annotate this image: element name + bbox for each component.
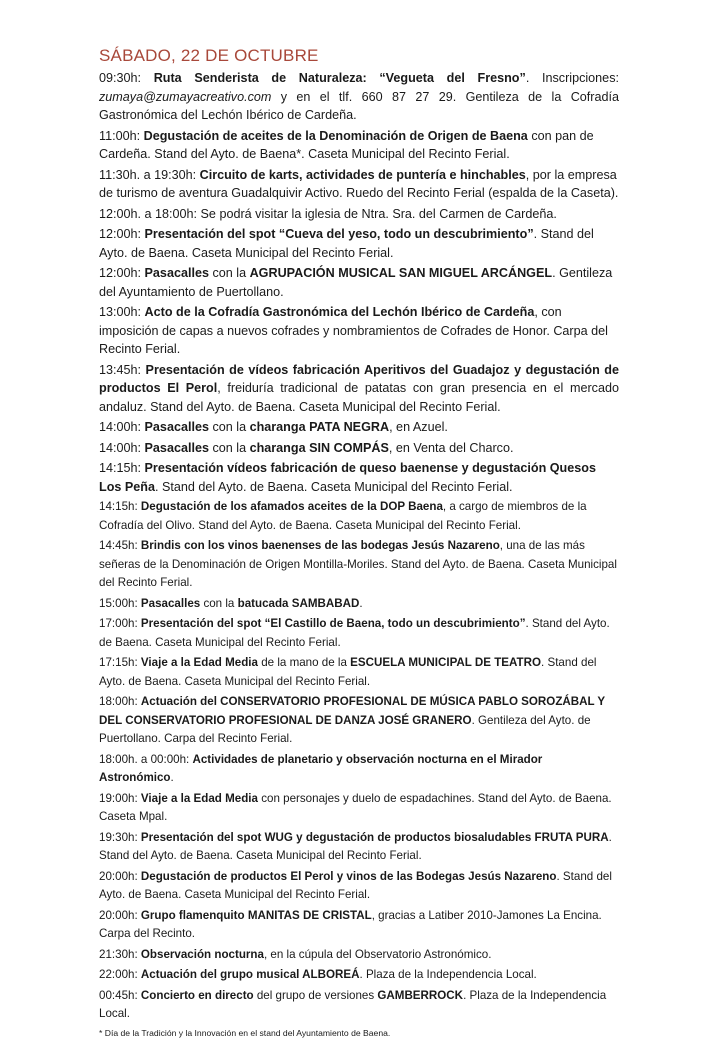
entry-highlight: Actuación del CONSERVATORIO PROFESIONAL DE MÚSICA PABLO SOROZÁBAL Y DEL CONSERVATORIO PROFESIONAL DE DANZA JOSÉ GRANERO: [99, 695, 605, 727]
schedule-entry: [99, 205, 619, 224]
entry-text: con la: [208, 440, 250, 455]
schedule-entry: [99, 498, 619, 535]
entry-text: 22:00h:: [99, 968, 141, 981]
entry-highlight: Observación nocturna: [140, 947, 264, 961]
entry-text: y en el tlf. 660 87 27 29. Gentileza de la Cofradía Gastronómica del Lechón Ibérico de Cardeña.: [99, 89, 619, 122]
entry-text: 11:30h. a 19:30h:: [99, 167, 200, 182]
entry-text: , con imposición de capas a nuevos cofrades y nombramientos de Cofrades de Honor. Carpa del Recinto Ferial.: [99, 305, 608, 356]
entry-highlight: Viaje a la Edad Media: [140, 791, 258, 805]
entry-text: 18:00h. a 00:00h:: [99, 752, 193, 766]
entry-text: 14:15h:: [99, 461, 145, 475]
entry-text: 13:00h:: [99, 305, 145, 319]
entry-highlight: Grupo flamenquito MANITAS DE CRISTAL: [140, 908, 372, 922]
schedule-entry: [99, 966, 619, 985]
entry-text: 20:00h:: [99, 869, 141, 883]
entry-text: . Inscripciones:: [525, 71, 619, 85]
schedule-entry: [99, 595, 619, 614]
schedule-entry: [99, 418, 619, 437]
entry-highlight: Ruta Senderista de Naturaleza: “Vegueta del Fresno”: [153, 71, 526, 85]
entry-highlight: GAMBERROCK: [377, 988, 464, 1002]
entry-text: . Stand del Ayto. de Baena. Caseta Municipal del Recinto Ferial.: [99, 656, 597, 688]
schedule-entry: [99, 127, 619, 164]
entry-text: 14:00h:: [99, 440, 145, 455]
schedule-entry: [99, 264, 619, 301]
entry-text: 17:15h:: [99, 656, 141, 669]
entry-highlight: charanga PATA NEGRA: [249, 420, 390, 434]
entry-text: con la: [208, 420, 250, 434]
entry-text: 09:30h:: [99, 71, 154, 85]
schedule-entry: [99, 946, 619, 965]
schedule-entry: [99, 361, 619, 417]
entry-text: 21:30h:: [99, 947, 141, 961]
entry-text: , gracias a Latiber 2010-Jamones La Encina. Carpa del Recinto.: [99, 908, 602, 940]
entry-highlight: Presentación del spot “Cueva del yeso, todo un descubrimiento”: [144, 227, 534, 241]
entry-highlight: Degustación de los afamados aceites de la DOP Baena: [140, 500, 443, 513]
entry-text: , freiduría tradicional de patatas con gran presencia en el mercado andaluz. Stand del Ayto. de Baena. Caseta Municipal del Recinto Ferial.: [99, 381, 619, 414]
entry-text: 18:00h:: [99, 695, 141, 708]
entry-highlight: Viaje a la Edad Media: [140, 656, 258, 669]
entry-text: 14:15h:: [99, 500, 141, 513]
entry-text: . Plaza de la Independencia Local.: [359, 968, 537, 981]
entry-text: . Stand del Ayto. de Baena. Caseta Municipal del Recinto Ferial.: [99, 617, 610, 649]
entry-highlight: Actuación del grupo musical ALBOREÁ: [140, 968, 360, 981]
entry-text: , por la empresa de turismo de aventura Guadalquivir Activo. Ruedo del Recinto Ferial (espalda de la Caseta).: [99, 167, 619, 200]
footnote: * Día de la Tradición y la Innovación en el stand del Ayuntamiento de Baena.: [99, 1027, 391, 1038]
schedule-entry: [99, 907, 619, 944]
entry-highlight: AGRUPACIÓN MUSICAL SAN MIGUEL ARCÁNGEL: [249, 266, 553, 280]
schedule-entry: [99, 225, 619, 262]
schedule-entry: [99, 790, 619, 827]
entry-text: 17:00h:: [99, 617, 141, 630]
schedule-entry: [99, 303, 619, 359]
entry-text: con pan de Cardeña. Stand del Ayto. de Baena*. Caseta Municipal del Recinto Ferial.: [99, 128, 594, 161]
entry-text: 14:45h:: [99, 539, 141, 552]
entry-text: zumaya@zumayacreativo.com: [99, 89, 272, 104]
entry-highlight: Pasacalles: [140, 596, 201, 610]
entry-text: 12:00h. a 18:00h: Se podrá visitar la iglesia de Ntra. Sra. del Carmen de Cardeña.: [99, 206, 557, 221]
day-heading: SÁBADO, 22 DE OCTUBRE: [99, 46, 319, 65]
schedule-entry: [99, 166, 619, 203]
entry-text: , en la cúpula del Observatorio Astronómico.: [263, 947, 492, 961]
schedule-entry: [99, 69, 619, 125]
schedule-entry: [99, 751, 619, 788]
entry-text: 14:00h:: [99, 420, 145, 434]
entry-text: .: [170, 771, 174, 784]
entry-text: 19:30h:: [99, 830, 141, 844]
entry-text: de la mano de la: [257, 656, 351, 669]
entry-highlight: charanga SIN COMPÁS: [249, 440, 389, 455]
entry-text: 12:00h:: [99, 266, 145, 280]
entry-highlight: Presentación de vídeos fabricación Aperitivos del Guadajoz y degustación de productos El Perol: [99, 362, 619, 395]
entry-highlight: Degustación de productos El Perol y vinos de las Bodegas Jesús Nazareno: [140, 869, 557, 883]
entry-text: 00:45h:: [99, 988, 141, 1002]
schedule-entry: [99, 693, 619, 749]
entry-text: . Stand del Ayto. de Baena. Caseta Municipal del Recinto Ferial.: [99, 227, 594, 260]
entry-highlight: Pasacalles: [144, 266, 209, 280]
schedule-entry: [99, 439, 619, 458]
entry-highlight: Presentación del spot “El Castillo de Baena, todo un descubrimiento”: [140, 617, 526, 630]
entry-text: con la: [208, 266, 250, 280]
entry-highlight: Presentación vídeos fabricación de queso baenense y degustación Quesos Los Peña: [99, 461, 596, 494]
entry-text: con la: [200, 596, 238, 610]
entry-text: , una de las más señeras de la Denominación de Origen Montilla-Moriles. Stand del Ayto. de Baena. Caseta Municipal del Recinto Ferial.: [99, 539, 617, 589]
schedule-entry: [99, 537, 619, 593]
entry-highlight: Circuito de karts, actividades de puntería e hinchables: [199, 167, 526, 182]
schedule-entry: [99, 987, 619, 1024]
entry-text: . Stand del Ayto. de Baena. Caseta Municipal del Recinto Ferial.: [99, 830, 612, 862]
entry-text: con personajes y duelo de espadachines. Stand del Ayto. de Baena. Caseta Mpal.: [99, 791, 612, 823]
entry-highlight: Pasacalles: [144, 420, 209, 434]
entry-highlight: Presentación del spot WUG y degustación de productos biosaludables FRUTA PURA: [140, 830, 609, 844]
schedule-entry: [99, 654, 619, 691]
schedule-list: [99, 69, 619, 1024]
entry-text: . Gentileza del Ayto. de Puertollano. Carpa del Recinto Ferial.: [99, 713, 591, 745]
entry-text: . Stand del Ayto. de Baena. Caseta Municipal del Recinto Ferial.: [99, 869, 612, 901]
schedule-entry: [99, 615, 619, 652]
entry-text: .: [359, 596, 363, 610]
entry-highlight: Actividades de planetario y observación nocturna en el Mirador Astronómico: [99, 752, 543, 784]
entry-text: del grupo de versiones: [253, 988, 378, 1002]
entry-text: . Stand del Ayto. de Baena. Caseta Municipal del Recinto Ferial.: [155, 479, 513, 494]
entry-highlight: Acto de la Cofradía Gastronómica del Lechón Ibérico de Cardeña: [144, 305, 535, 319]
entry-text: 12:00h:: [99, 227, 145, 241]
entry-text: 15:00h:: [99, 596, 141, 610]
entry-highlight: Degustación de aceites de la Denominación de Origen de Baena: [143, 128, 528, 143]
entry-highlight: Concierto en directo: [140, 988, 254, 1002]
entry-text: 19:00h:: [99, 791, 141, 805]
entry-text: , en Venta del Charco.: [388, 440, 514, 455]
entry-text: . Plaza de la Independencia Local.: [99, 988, 607, 1020]
entry-text: , en Azuel.: [389, 420, 448, 434]
entry-text: , a cargo de miembros de la Cofradía del Olivo. Stand del Ayto. de Baena. Caseta Municipal del Recinto Ferial.: [99, 500, 587, 532]
entry-text: . Gentileza del Ayuntamiento de Puertollano.: [99, 266, 613, 299]
entry-text: 11:00h:: [99, 128, 144, 143]
schedule-entry: [99, 868, 619, 905]
entry-text: 13:45h:: [99, 362, 146, 377]
schedule-entry: [99, 829, 619, 866]
entry-highlight: batucada SAMBABAD: [237, 596, 360, 610]
entry-highlight: Pasacalles: [144, 440, 209, 455]
entry-highlight: Brindis con los vinos baenenses de las bodegas Jesús Nazareno: [140, 539, 500, 552]
entry-highlight: ESCUELA MUNICIPAL DE TEATRO: [350, 656, 542, 669]
entry-text: 20:00h:: [99, 908, 141, 922]
program-page: [99, 46, 619, 1039]
schedule-entry: [99, 459, 619, 496]
